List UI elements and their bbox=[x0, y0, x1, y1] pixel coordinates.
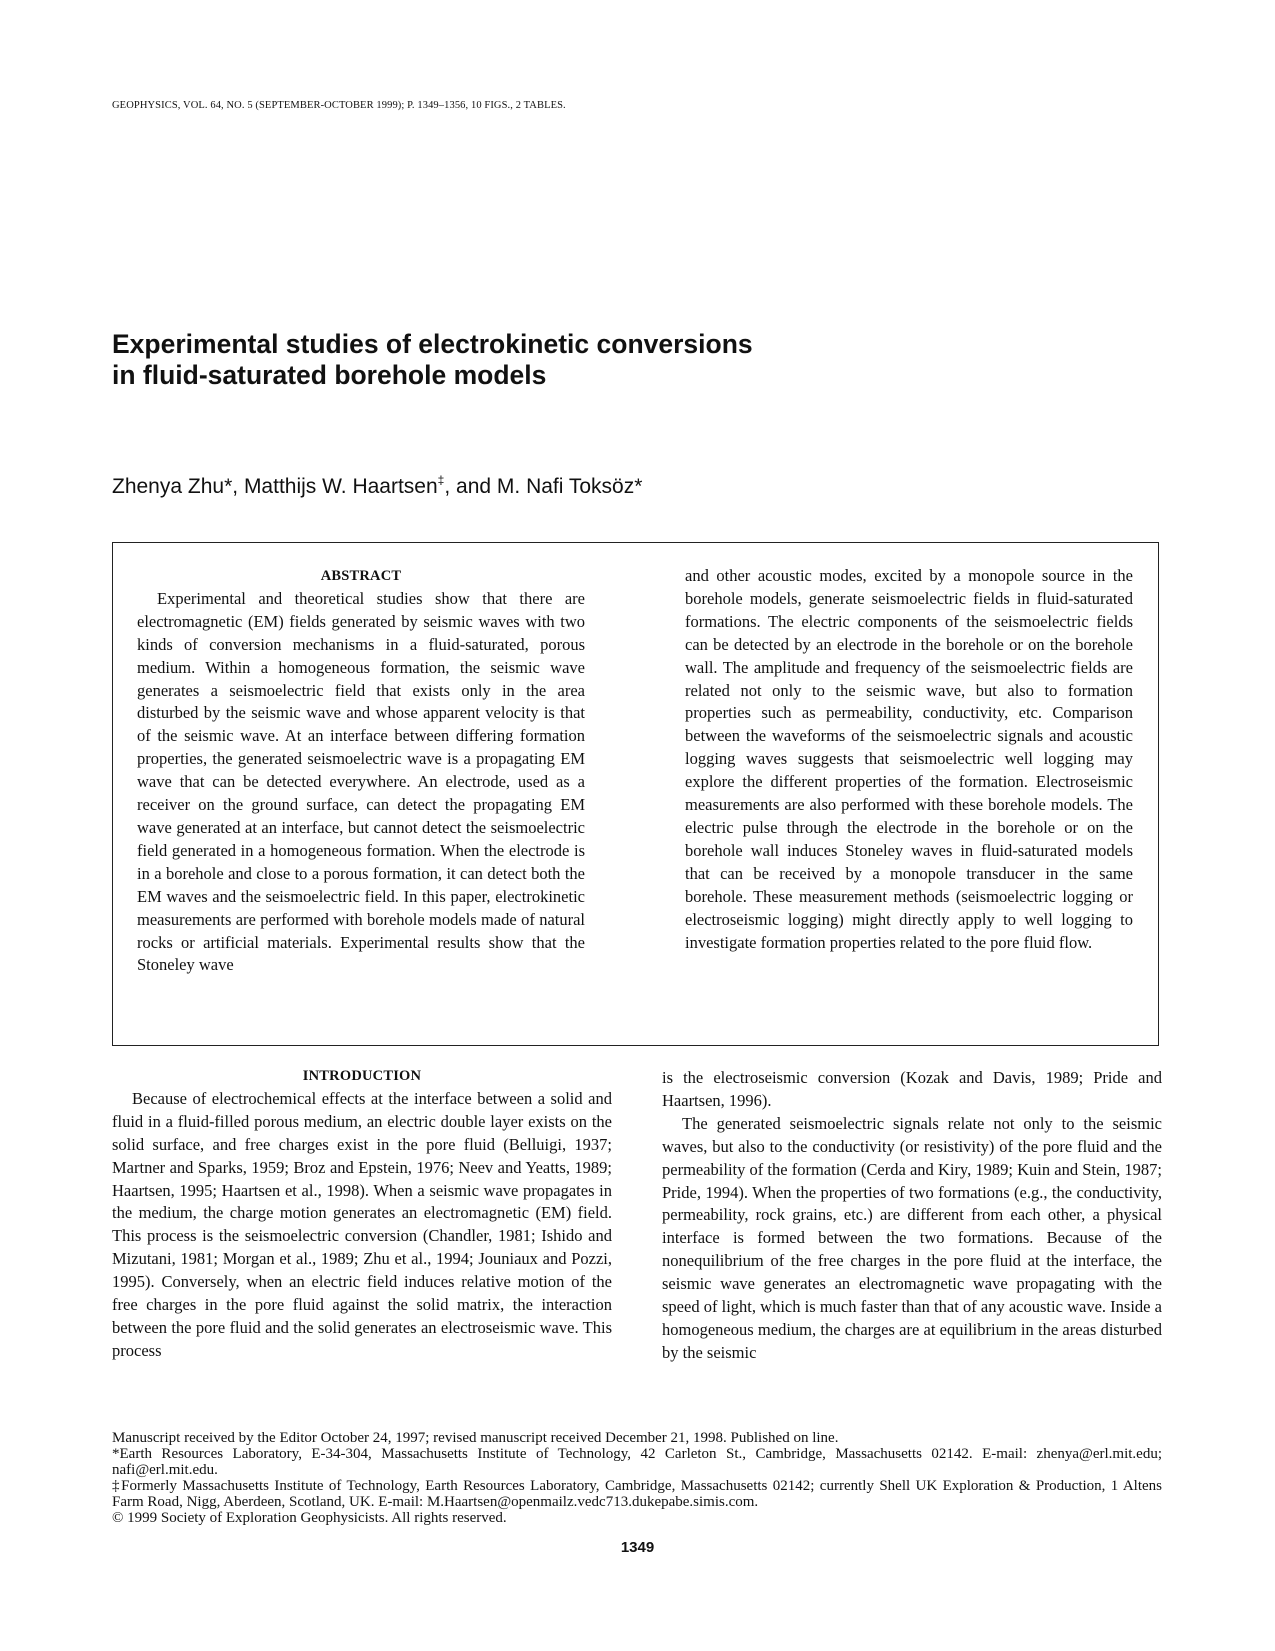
title-line-2: in fluid-saturated borehole models bbox=[112, 360, 547, 390]
abstract-box bbox=[112, 542, 1159, 1046]
footnote-received: Manuscript received by the Editor October 24, 1997; revised manuscript received December 21, 1998. Published on line. bbox=[112, 1430, 839, 1446]
body-paragraph-continued: is the electroseismic conversion (Kozak and Davis, 1989; Pride and Haartsen, 1996). bbox=[662, 1068, 1162, 1110]
footnote-copyright: © 1999 Society of Exploration Geophysicists. All rights reserved. bbox=[112, 1510, 507, 1526]
author-list bbox=[112, 473, 642, 499]
journal-header: GEOPHYSICS, VOL. 64, NO. 5 (SEPTEMBER-OCTOBER 1999); P. 1349–1356, 10 FIGS., 2 TABLES. bbox=[112, 100, 566, 111]
page-number: 1349 bbox=[620, 1539, 655, 1556]
author-name: Zhenya Zhu bbox=[112, 475, 225, 498]
affiliation-mark: * bbox=[634, 475, 643, 498]
abstract-column-left bbox=[137, 565, 585, 977]
introduction-column-left bbox=[112, 1065, 612, 1363]
introduction-column-right bbox=[662, 1065, 1162, 1365]
affiliation-mark: * bbox=[224, 475, 233, 498]
abstract-column-right bbox=[685, 565, 1133, 954]
abstract-heading: ABSTRACT bbox=[320, 568, 402, 584]
footnote-affiliation-2: ‡Formerly Massachusetts Institute of Technology, Earth Resources Laboratory, Cambridge, Massachusetts 02142; currently Shell UK Exploration & Production, 1 Altens Farm Road, Nigg, Aberdeen, Scotland, UK. E-mail: M.Haartsen@openmailz.vedc713.dukepabe.simis.com. bbox=[112, 1478, 1162, 1510]
author-name: M. Nafi Toksöz bbox=[496, 475, 635, 498]
footnotes bbox=[112, 1430, 1162, 1526]
author-name: Matthijs W. Haartsen bbox=[243, 475, 438, 498]
abstract-paragraph: Experimental and theoretical studies show that there are electromagnetic (EM) fields generated by seismic waves with two kinds of conversion mechanisms in a fluid-saturated, porous medium. Within a homogeneous formation, the seismic wave generates a seismoelectric field that exists only in the area disturbed by the seismic wave and whose apparent velocity is that of the seismic wave. At an interface between differing formation properties, the generated seismoelectric wave is a propagating EM wave that can be detected everywhere. An electrode, used as a receiver on the ground surface, can detect the propagating EM wave generated at an interface, but cannot detect the seismoelectric field generated in a homogeneous formation. When the electrode is in a borehole and close to a porous formation, it can detect both the EM waves and the seismoelectric field. In this paper, electrokinetic measurements are performed with borehole models made of natural rocks or artificial materials. Experimental results show that the Stoneley wave bbox=[137, 588, 585, 975]
introduction-heading: INTRODUCTION bbox=[302, 1068, 422, 1084]
author-separator: , bbox=[232, 475, 244, 498]
title-line-1: Experimental studies of electrokinetic conversions bbox=[112, 329, 753, 359]
body-paragraph: Because of electrochemical effects at the interface between a solid and fluid in a fluid-filled porous medium, an electric double layer exists on the solid surface, and free charges exist in the pore fluid (Belluigi, 1937; Martner and Sparks, 1959; Broz and Epstein, 1976; Neev and Yeatts, 1989; Haartsen, 1995; Haartsen et al., 1998). When a seismic wave propagates in the medium, the charge motion generates an electromagnetic (EM) field. This process is the seismoelectric conversion (Chandler, 1981; Ishido and Mizutani, 1981; Morgan et al., 1989; Zhu et al., 1994; Jouniaux and Pozzi, 1995). Conversely, when an electric field induces relative motion of the free charges in the pore fluid against the solid matrix, the interaction between the pore fluid and the solid generates an electroseismic wave. This process bbox=[112, 1088, 612, 1360]
abstract-paragraph-continued: and other acoustic modes, excited by a monopole source in the borehole models, generate seismoelectric fields in fluid-saturated formations. The electric components of the seismoelectric fields can be detected by an electrode in the borehole or on the borehole wall. The amplitude and frequency of the seismoelectric fields are related not only to the seismic wave, but also to formation properties such as permeability, conductivity, etc. Comparison between the waveforms of the seismoelectric signals and acoustic logging waves suggests that seismoelectric well logging may explore the different properties of the formation. Electroseismic measurements are also performed with these borehole models. The electric pulse through the electrode in the borehole or on the borehole wall induces Stoneley waves in fluid-saturated models that can be received by a monopole transducer in the same borehole. These measurement methods (seismoelectric logging or electroseismic logging) might directly apply to well logging to investigate formation properties related to the pore fluid flow. bbox=[685, 566, 1133, 952]
footnote-affiliation-1: *Earth Resources Laboratory, E-34-304, Massachusetts Institute of Technology, 42 Carleton St., Cambridge, Massachusetts 02142. E-mail: zhenya@erl.mit.edu; nafi@erl.mit.edu. bbox=[112, 1446, 1162, 1478]
affiliation-mark: ‡ bbox=[437, 473, 445, 487]
paper-title bbox=[112, 329, 1012, 391]
author-separator: , and bbox=[444, 475, 497, 498]
body-paragraph: The generated seismoelectric signals relate not only to the seismic waves, but also to the conductivity (or resistivity) of the pore fluid and the permeability of the formation (Cerda and Kiry, 1989; Kuin and Stein, 1987; Pride, 1994). When the properties of two formations (e.g., the conductivity, permeability, rock grains, etc.) are different from each other, a physical interface is formed between the two formations. Because of the nonequilibrium of the free charges in the pore fluid at the interface, the seismic wave generates an electromagnetic wave propagating with the speed of light, which is much faster than that of any acoustic wave. Inside a homogeneous medium, the charges are at equilibrium in the areas disturbed by the seismic bbox=[662, 1113, 1162, 1362]
